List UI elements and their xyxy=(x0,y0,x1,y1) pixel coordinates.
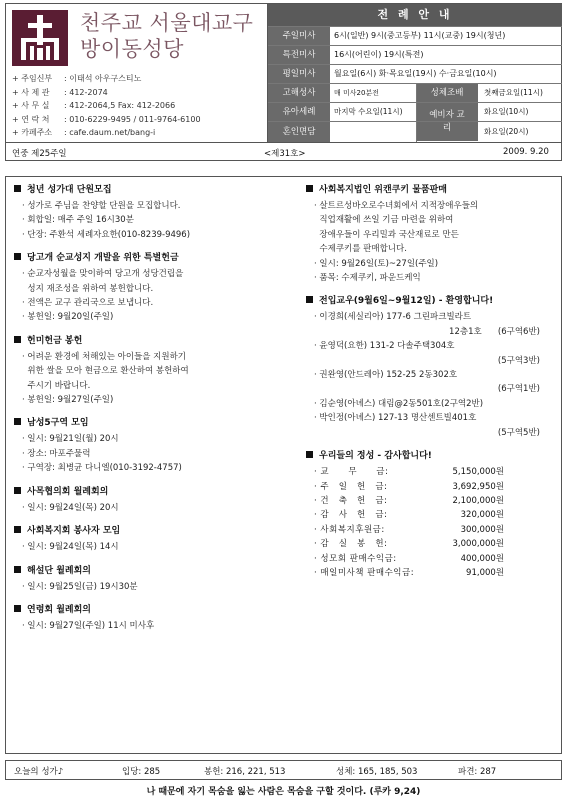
section-line: · 구역장: 최병균 다니엘(010-3192-4757) xyxy=(22,463,182,474)
announcement-section xyxy=(14,524,282,554)
offering-amount: 91,000원 xyxy=(466,567,504,578)
section-title: 연령회 월례회의 xyxy=(14,603,282,617)
announcement-section xyxy=(306,183,558,285)
issue-bar xyxy=(6,142,561,161)
section-line: · 윤영덕(요한) 131-2 다솔주택304호 xyxy=(314,341,455,352)
section-title: 헌미헌금 봉헌 xyxy=(14,334,282,348)
section-title: 우리들의 정성 - 감사합니다! xyxy=(306,449,558,463)
offering-name: · 건 축 헌 금: xyxy=(314,495,388,506)
offering-name: · 감 사 헌 금: xyxy=(314,510,388,521)
announcements xyxy=(5,176,562,754)
section-line: 직업재활에 쓰일 기금 마련을 위하여 xyxy=(314,215,454,226)
contact-row: + 사 무 실 : 412-2064,5 Fax: 412-2066 xyxy=(12,101,176,111)
parish-name-line2: 방이동성당 xyxy=(80,37,184,61)
section-title: 청년 성가대 단원모집 xyxy=(14,183,282,197)
section-title: 사목협의회 월례회의 xyxy=(14,485,282,499)
contact-row: + 카페주소 : cafe.daum.net/bang-i xyxy=(12,128,156,138)
square-bullet-icon xyxy=(14,487,21,494)
schedule-title: 전 례 안 내 xyxy=(268,4,562,26)
section-line: 장애우들이 우리밀과 국산재료로 만든 xyxy=(314,229,459,240)
section-line: · 일시: 9월21일(월) 20시 xyxy=(22,434,119,445)
section-line: · 봉헌일: 9월20일(주일) xyxy=(22,312,114,323)
square-bullet-icon xyxy=(14,336,21,343)
square-bullet-icon xyxy=(306,296,313,303)
section-line: · 전액은 교구 관리국으로 보냅니다. xyxy=(22,298,154,309)
announcement-section xyxy=(306,294,558,440)
cross-icon xyxy=(12,10,68,66)
section-line: · 살트르성바오로수녀회에서 지적장애우들의 xyxy=(314,201,479,211)
offering-name: · 매일미사책 판매수익금: xyxy=(314,567,415,578)
section-line: · 회합일: 매주 주일 16시30분 xyxy=(22,215,134,226)
section-line: · 박인정(아녜스) 127-13 명산센트빌401호 xyxy=(314,413,477,424)
offering-row xyxy=(306,537,558,551)
offering-row xyxy=(306,566,558,580)
bulletin-header xyxy=(5,3,562,161)
hymn-label: 오늘의 성가♪ xyxy=(14,767,64,777)
section-line: 성지 재조성을 위하여 봉헌합니다. xyxy=(22,283,154,294)
issue-week: 연중 제25주일 xyxy=(12,149,67,159)
offering-row xyxy=(306,508,558,522)
section-line: (6구역1반) xyxy=(476,384,540,395)
section-line: · 어려운 환경에 처해있는 아이들을 지원하기 xyxy=(22,351,187,362)
parish-logo xyxy=(12,10,68,66)
section-line: · 일시: 9월26일(토)~27일(주일) xyxy=(314,258,439,269)
offering-row xyxy=(306,480,558,494)
announcement-section xyxy=(14,603,282,633)
square-bullet-icon xyxy=(14,566,21,573)
section-title: 해설단 월례회의 xyxy=(14,564,282,578)
left-column xyxy=(14,183,282,642)
offering-amount: 320,000원 xyxy=(460,510,504,521)
offering-amount: 2,100,000원 xyxy=(452,495,504,506)
announcement-section xyxy=(14,564,282,594)
section-line: 12층1호 (6구역6반) xyxy=(427,326,540,337)
section-line: · 이경희(세실리아) 177-6 그린파크빌라트 xyxy=(314,312,472,323)
section-title: 사회복지법인 위캔쿠키 물품판매 xyxy=(306,183,558,197)
square-bullet-icon xyxy=(14,418,21,425)
square-bullet-icon xyxy=(306,451,313,458)
schedule-row-wedding: 혼인면담 화요일(20시) xyxy=(268,121,562,142)
offering-row xyxy=(306,465,558,479)
offering-row xyxy=(306,523,558,537)
section-line: · 품목: 수제쿠키, 파운드케익 xyxy=(314,273,421,284)
schedule-row-confession: 고해성사 매 미사20분전 성체조배 첫째금요일(11시) xyxy=(268,83,562,102)
catechism-label: 예비자 교리 xyxy=(416,103,478,141)
offering-amount: 3,000,000원 xyxy=(452,539,504,550)
section-line: 수제쿠키를 판매합니다. xyxy=(314,244,407,255)
square-bullet-icon xyxy=(14,526,21,533)
hymn-bar xyxy=(5,760,562,780)
section-line: · 봉헌일: 9월27일(주일) xyxy=(22,395,114,406)
offering-amount: 5,150,000원 xyxy=(452,467,504,478)
square-bullet-icon xyxy=(14,185,21,192)
offering-amount: 3,692,950원 xyxy=(452,481,504,492)
offering-amount: 300,000원 xyxy=(460,524,504,535)
schedule-row-infant: 유아세례 마지막 수요일(11시) 예비자 교리 화요일(10시) xyxy=(268,102,562,121)
offering-amount: 400,000원 xyxy=(460,553,504,564)
announcement-section xyxy=(14,416,282,475)
cafe-link[interactable]: : cafe.daum.net/bang-i xyxy=(64,128,156,138)
contact-row: + 주임신부 : 이태석 아우구스티노 xyxy=(12,74,142,83)
schedule-row-special: 특전미사 16시(어린이) 19시(특전) xyxy=(268,45,562,64)
hymn-offertory: 봉헌: 216, 221, 513 xyxy=(204,767,286,777)
section-line: · 장소: 마포주물럭 xyxy=(22,448,91,459)
section-line: · 권완영(안드레아) 152-25 2동302호 xyxy=(314,370,458,381)
offering-row xyxy=(306,494,558,508)
section-line: · 일시: 9월27일(주일) 11시 미사후 xyxy=(22,620,155,631)
offering-name: · 교 무 금: xyxy=(314,467,389,478)
offering-name: · 성모회 판매수익금: xyxy=(314,553,397,564)
section-line: · 순교자성월을 맞이하여 당고개 성당건립을 xyxy=(22,269,184,280)
parish-name-line1: 천주교 서울대교구 xyxy=(80,11,254,35)
liturgy-schedule xyxy=(267,4,562,142)
section-title: 당고개 순교성지 개발을 위한 특별헌금 xyxy=(14,251,282,265)
square-bullet-icon xyxy=(14,253,21,260)
contact-row: + 사 제 관 : 412-2074 xyxy=(12,87,108,97)
announcement-section xyxy=(14,251,282,325)
schedule-row-sunday: 주일미사 6시(일반) 9시(중고등부) 11시(교중) 19시(청년) xyxy=(268,26,562,45)
section-line: · 일시: 9월24일(목) 20시 xyxy=(22,502,119,513)
offering-name: · 주 일 헌 금: xyxy=(314,481,388,492)
offering-name: · 감 실 봉 헌: xyxy=(314,539,388,550)
announcement-section xyxy=(14,334,282,408)
right-column xyxy=(306,183,558,589)
hymn-recessional: 파견: 287 xyxy=(458,767,497,777)
issue-number: <제31호> xyxy=(264,149,306,159)
announcement-section xyxy=(14,183,282,242)
offering-name: · 사회복지후원금: xyxy=(314,524,385,535)
section-line: (5구역5반) xyxy=(476,427,540,438)
section-line: 주시기 바랍니다. xyxy=(22,380,91,391)
scripture-verse: 나 때문에 자기 목숨을 잃는 사람은 목숨을 구할 것이다. (루카 9,24) xyxy=(146,787,421,797)
parish-name xyxy=(80,10,266,62)
section-line: · 일시: 9월24일(목) 14시 xyxy=(22,542,119,553)
section-title: 사회복지회 봉사자 모임 xyxy=(14,524,282,538)
offerings-section xyxy=(306,449,558,580)
schedule-row-weekday: 평일미사 월요일(6시) 화·목요일(19시) 수·금요일(10시) xyxy=(268,64,562,83)
section-line: · 김순영(아녜스) 대림@2동501호(2구역2반) xyxy=(314,398,484,409)
section-line: · 성가로 주님을 찬양할 단원을 모집합니다. xyxy=(22,201,181,211)
section-title: 남성5구역 모임 xyxy=(14,416,282,430)
issue-date: 2009. 9.20 xyxy=(503,147,549,157)
hymn-entrance: 입당: 285 xyxy=(122,767,161,777)
section-title: 전입교우(9월6일~9월12일) - 환영합니다! xyxy=(306,294,558,308)
contact-row: + 연 락 처 : 010-6229-9495 / 011-9764-6100 xyxy=(12,114,201,124)
section-line: · 일시: 9월25일(금) 19시30분 xyxy=(22,581,138,592)
section-line: (5구역3반) xyxy=(476,355,540,366)
section-line: · 단장: 주환석 세례자요한(010-8239-9496) xyxy=(22,229,191,240)
offering-row xyxy=(306,552,558,566)
hymn-communion: 성체: 165, 185, 503 xyxy=(336,767,418,777)
announcement-section xyxy=(14,485,282,515)
square-bullet-icon xyxy=(306,185,313,192)
contact-list xyxy=(12,72,264,140)
square-bullet-icon xyxy=(14,605,21,612)
section-line: 위한 쌀을 모아 현금으로 환산하여 봉헌하여 xyxy=(22,366,189,377)
